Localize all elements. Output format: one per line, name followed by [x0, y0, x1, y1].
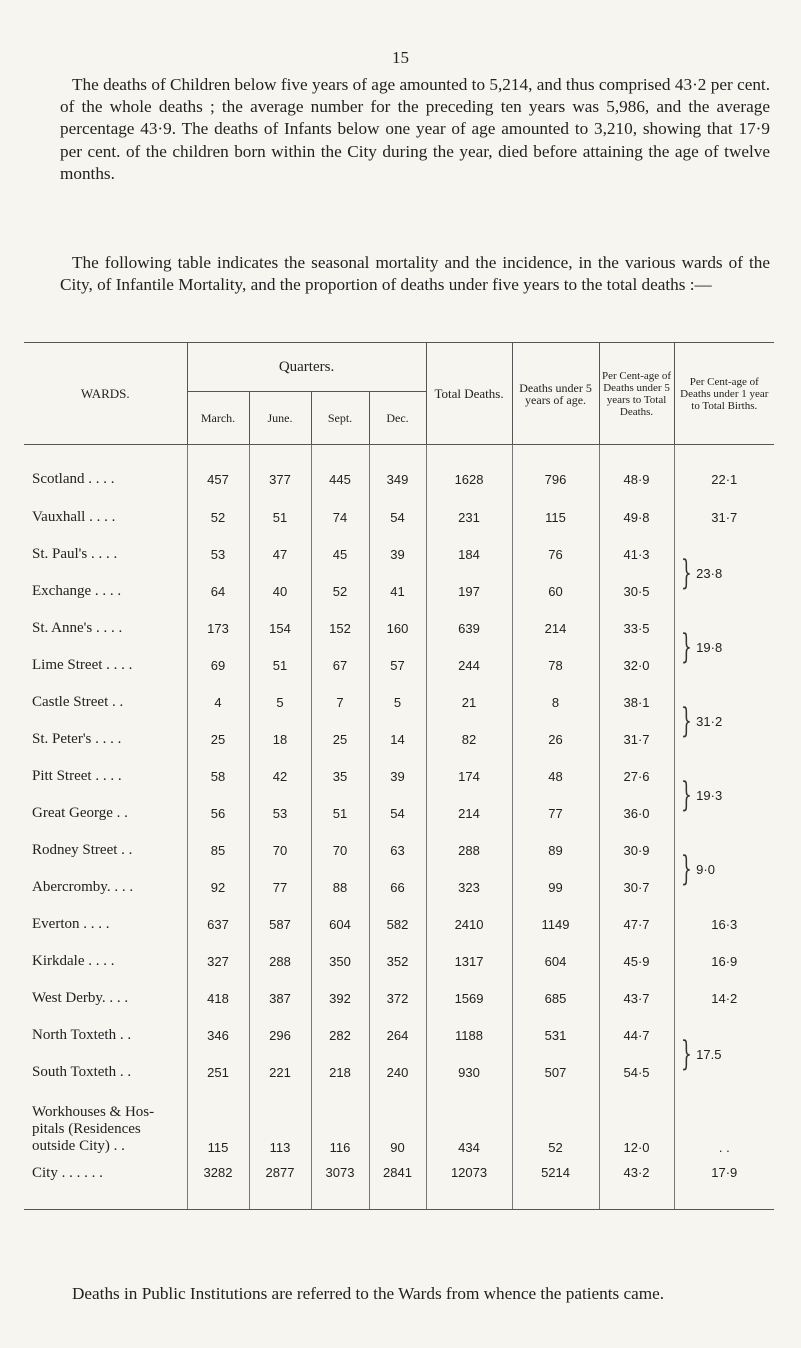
cell-sept: 70: [311, 832, 369, 869]
cell-under5: 531: [512, 1017, 599, 1054]
cell-total: 1188: [426, 1017, 512, 1054]
cell-total: 2410: [426, 906, 512, 943]
table-row: [24, 721, 774, 758]
cell-sept: 45: [311, 536, 369, 573]
cell-pct1: 16·3: [674, 906, 774, 943]
header-pct-under-5: Per Cent-age of Deaths under 5 years to Total Deaths.: [599, 343, 674, 445]
cell-under5: 115: [512, 499, 599, 536]
cell-pct5: 32·0: [599, 647, 674, 684]
cell-pct5: 44·7: [599, 1017, 674, 1054]
cell-pct1-combined: [674, 610, 774, 684]
pct1-value: 19·3: [696, 787, 723, 803]
ward-name: Rodney Street . .: [32, 842, 133, 858]
cell-under5: 507: [512, 1054, 599, 1091]
ward-name: St. Anne's . . . .: [32, 620, 123, 636]
table-row-city-total: [24, 1161, 774, 1210]
brace-icon: }: [680, 775, 692, 815]
cell-pct1: 14·2: [674, 980, 774, 1017]
cell-dec: 39: [369, 536, 426, 573]
cell-under5: 78: [512, 647, 599, 684]
ward-name: Kirkdale . . . .: [32, 953, 115, 969]
cell-dec: 2841: [369, 1161, 426, 1210]
cell-under5: 76: [512, 536, 599, 573]
cell-under5: 604: [512, 943, 599, 980]
table-row: [24, 536, 774, 573]
cell-march: 56: [187, 795, 249, 832]
cell-june: 387: [249, 980, 311, 1017]
cell-march: 4: [187, 684, 249, 721]
cell-dec: 66: [369, 869, 426, 906]
cell-june: 296: [249, 1017, 311, 1054]
cell-sept: 604: [311, 906, 369, 943]
cell-total: 434: [426, 1091, 512, 1161]
cell-total: 174: [426, 758, 512, 795]
pct1-value: 19·8: [696, 639, 723, 655]
cell-under5: 796: [512, 445, 599, 500]
cell-pct5: 48·9: [599, 445, 674, 500]
cell-june: 377: [249, 445, 311, 500]
cell-dec: 41: [369, 573, 426, 610]
cell-total: 197: [426, 573, 512, 610]
header-pct-under-1: Per Cent-age of Deaths under 1 year to Total Births.: [674, 343, 774, 445]
cell-pct5: 27·6: [599, 758, 674, 795]
cell-pct5: 45·9: [599, 943, 674, 980]
ward-name: South Toxteth . .: [32, 1064, 132, 1080]
cell-march: 69: [187, 647, 249, 684]
ward-name: West Derby. . . .: [32, 990, 129, 1006]
page-number: 15: [392, 48, 409, 67]
cell-dec: 582: [369, 906, 426, 943]
cell-dec: 39: [369, 758, 426, 795]
table-row: [24, 499, 774, 536]
cell-total: 930: [426, 1054, 512, 1091]
ward-name: Exchange . . . .: [32, 583, 122, 599]
cell-under5: 60: [512, 573, 599, 610]
cell-sept: 392: [311, 980, 369, 1017]
ward-name: St. Paul's . . . .: [32, 546, 118, 562]
ward-name: [24, 1091, 187, 1161]
cell-june: 587: [249, 906, 311, 943]
intro-paragraph: The deaths of Children below five years of age amounted to 5,214, and thus comprised 43·2 per cent. of the whole deaths ; the average number for the preceding ten years was 5,986, and the average percentage 43·9. The deaths of Infants below one year of age amounted to 3,210, showing that 17·9 per cent. of the children born within the City during the year, died before attaining the age of twelve months.: [60, 75, 770, 183]
cell-pct1-combined: [674, 536, 774, 610]
cell-pct1-combined: [674, 684, 774, 758]
cell-total: 323: [426, 869, 512, 906]
ward-name: Great George . .: [32, 805, 128, 821]
cell-june: 2877: [249, 1161, 311, 1210]
brace-icon: }: [680, 1034, 692, 1074]
table-row: [24, 1054, 774, 1091]
cell-sept: 25: [311, 721, 369, 758]
cell-june: 42: [249, 758, 311, 795]
cell-june: 18: [249, 721, 311, 758]
ward-name: Vauxhall . . . .: [32, 509, 116, 525]
cell-under5: 8: [512, 684, 599, 721]
cell-total: 244: [426, 647, 512, 684]
cell-under5: 99: [512, 869, 599, 906]
table-row: [24, 869, 774, 906]
cell-sept: 152: [311, 610, 369, 647]
cell-pct5: 31·7: [599, 721, 674, 758]
header-dec: Dec.: [369, 392, 426, 445]
cell-dec: 5: [369, 684, 426, 721]
cell-pct5: 38·1: [599, 684, 674, 721]
cell-sept: 7: [311, 684, 369, 721]
cell-under5: 214: [512, 610, 599, 647]
table-row: [24, 758, 774, 795]
cell-sept: 218: [311, 1054, 369, 1091]
brace-icon: }: [680, 553, 692, 593]
cell-pct5: 41·3: [599, 536, 674, 573]
ward-name-line: outside City) . .: [32, 1138, 125, 1154]
cell-dec: 90: [369, 1091, 426, 1161]
cell-under5: 77: [512, 795, 599, 832]
cell-total: 288: [426, 832, 512, 869]
cell-dec: 352: [369, 943, 426, 980]
cell-pct1: 22·1: [674, 445, 774, 500]
table-row: [24, 647, 774, 684]
table-row: [24, 610, 774, 647]
ward-name: St. Peter's . . . .: [32, 731, 122, 747]
cell-march: 418: [187, 980, 249, 1017]
cell-pct5: 43·7: [599, 980, 674, 1017]
cell-pct5: 49·8: [599, 499, 674, 536]
cell-dec: 160: [369, 610, 426, 647]
cell-under5: 52: [512, 1091, 599, 1161]
cell-pct5: 12·0: [599, 1091, 674, 1161]
cell-march: 346: [187, 1017, 249, 1054]
cell-under5: 48: [512, 758, 599, 795]
cell-pct1-combined: [674, 758, 774, 832]
cell-under5: 5214: [512, 1161, 599, 1210]
cell-pct1: 17·9: [674, 1161, 774, 1210]
ward-name: City . . . . . .: [24, 1161, 187, 1210]
table-row: [24, 445, 774, 500]
cell-under5: 1149: [512, 906, 599, 943]
cell-march: 637: [187, 906, 249, 943]
cell-march: 251: [187, 1054, 249, 1091]
cell-march: 25: [187, 721, 249, 758]
cell-total: 1628: [426, 445, 512, 500]
cell-march: 115: [187, 1091, 249, 1161]
cell-total: 231: [426, 499, 512, 536]
brace-icon: }: [680, 627, 692, 667]
table-row-workhouses: [24, 1091, 774, 1161]
cell-pct5: 47·7: [599, 906, 674, 943]
table-row: [24, 1017, 774, 1054]
cell-sept: 116: [311, 1091, 369, 1161]
cell-sept: 282: [311, 1017, 369, 1054]
cell-june: 70: [249, 832, 311, 869]
header-june: June.: [249, 392, 311, 445]
ward-name-line: Workhouses & Hos-: [32, 1104, 155, 1120]
cell-june: 40: [249, 573, 311, 610]
cell-sept: 350: [311, 943, 369, 980]
cell-march: 64: [187, 573, 249, 610]
table-row: [24, 573, 774, 610]
table-row: [24, 684, 774, 721]
ward-name: North Toxteth . .: [32, 1027, 132, 1043]
cell-june: 53: [249, 795, 311, 832]
cell-dec: 240: [369, 1054, 426, 1091]
cell-pct1: 31·7: [674, 499, 774, 536]
ward-name: Lime Street . . . .: [32, 657, 133, 673]
cell-pct5: 43·2: [599, 1161, 674, 1210]
cell-sept: 88: [311, 869, 369, 906]
header-total-deaths: Total Deaths.: [426, 343, 512, 445]
cell-sept: 3073: [311, 1161, 369, 1210]
table-intro-paragraph: The following table indicates the seasonal mortality and the incidence, in the various wards of the City, of Infantile Mortality, and the proportion of deaths under five years to the total deaths :—: [60, 253, 770, 295]
cell-june: 221: [249, 1054, 311, 1091]
header-deaths-under-5: Deaths under 5 years of age.: [512, 343, 599, 445]
cell-total: 21: [426, 684, 512, 721]
cell-under5: 26: [512, 721, 599, 758]
cell-pct1: . .: [674, 1091, 774, 1161]
pct1-value: 31·2: [696, 713, 723, 729]
cell-dec: 372: [369, 980, 426, 1017]
cell-dec: 264: [369, 1017, 426, 1054]
ward-name: Pitt Street . . . .: [32, 768, 122, 784]
table-row: [24, 906, 774, 943]
table-row: [24, 980, 774, 1017]
cell-total: 82: [426, 721, 512, 758]
cell-june: 47: [249, 536, 311, 573]
brace-icon: }: [680, 849, 692, 889]
cell-pct1: 16·9: [674, 943, 774, 980]
header-sept: Sept.: [311, 392, 369, 445]
cell-dec: 54: [369, 499, 426, 536]
cell-sept: 52: [311, 573, 369, 610]
cell-pct1-combined: [674, 1017, 774, 1091]
cell-dec: 349: [369, 445, 426, 500]
cell-june: 5: [249, 684, 311, 721]
cell-pct1-combined: [674, 832, 774, 906]
pct1-value: 23·8: [696, 565, 723, 581]
cell-march: 85: [187, 832, 249, 869]
cell-total: 1569: [426, 980, 512, 1017]
cell-sept: 74: [311, 499, 369, 536]
ward-name: Scotland . . . .: [32, 470, 115, 487]
cell-june: 154: [249, 610, 311, 647]
cell-dec: 54: [369, 795, 426, 832]
header-march: March.: [187, 392, 249, 445]
mortality-table: [24, 342, 774, 1210]
cell-sept: 51: [311, 795, 369, 832]
cell-june: 288: [249, 943, 311, 980]
cell-pct5: 54·5: [599, 1054, 674, 1091]
cell-dec: 63: [369, 832, 426, 869]
cell-under5: 685: [512, 980, 599, 1017]
brace-icon: }: [680, 701, 692, 741]
cell-total: 214: [426, 795, 512, 832]
cell-june: 51: [249, 499, 311, 536]
ward-name: Abercromby. . . .: [32, 879, 134, 895]
cell-pct5: 30·7: [599, 869, 674, 906]
cell-march: 52: [187, 499, 249, 536]
cell-march: 173: [187, 610, 249, 647]
ward-name: Everton . . . .: [32, 916, 110, 932]
cell-march: 3282: [187, 1161, 249, 1210]
cell-sept: 445: [311, 445, 369, 500]
cell-march: 53: [187, 536, 249, 573]
table-row: [24, 832, 774, 869]
cell-dec: 57: [369, 647, 426, 684]
cell-march: 457: [187, 445, 249, 500]
cell-total: 639: [426, 610, 512, 647]
cell-march: 327: [187, 943, 249, 980]
pct1-value: 17.5: [696, 1046, 722, 1062]
cell-june: 51: [249, 647, 311, 684]
cell-june: 77: [249, 869, 311, 906]
pct1-value: 9·0: [696, 861, 715, 877]
ward-name-line: pitals (Residences: [32, 1121, 141, 1137]
table-row: [24, 943, 774, 980]
cell-pct5: 30·9: [599, 832, 674, 869]
cell-dec: 14: [369, 721, 426, 758]
cell-total: 184: [426, 536, 512, 573]
cell-under5: 89: [512, 832, 599, 869]
table-row: [24, 795, 774, 832]
cell-total: 12073: [426, 1161, 512, 1210]
cell-pct5: 30·5: [599, 573, 674, 610]
cell-pct5: 36·0: [599, 795, 674, 832]
cell-march: 58: [187, 758, 249, 795]
header-wards: WARDS.: [24, 343, 187, 445]
header-quarters: Quarters.: [187, 343, 426, 392]
cell-sept: 67: [311, 647, 369, 684]
cell-pct5: 33·5: [599, 610, 674, 647]
cell-sept: 35: [311, 758, 369, 795]
cell-june: 113: [249, 1091, 311, 1161]
ward-name: Castle Street . .: [32, 694, 124, 710]
footnote-paragraph: Deaths in Public Institutions are referred to the Wards from whence the patients came.: [72, 1284, 665, 1303]
cell-march: 92: [187, 869, 249, 906]
cell-total: 1317: [426, 943, 512, 980]
